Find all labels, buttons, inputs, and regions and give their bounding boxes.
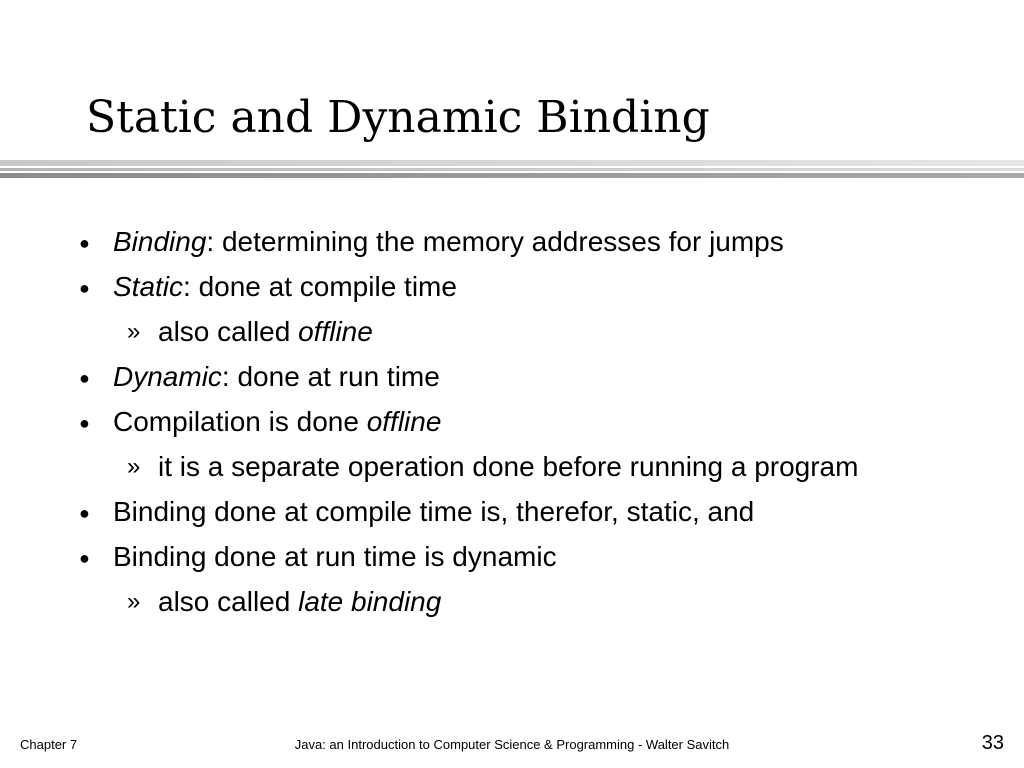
page-number: 33 — [981, 732, 1004, 754]
slide-title: Static and Dynamic Binding — [86, 92, 710, 143]
title-divider-top — [0, 160, 1024, 166]
sub-bullet-chevron-icon: » — [127, 588, 141, 615]
bullet-text-run: also called — [158, 586, 299, 617]
bullet-dot-icon: ● — [79, 413, 90, 433]
bullet-text — [158, 584, 908, 620]
footer-chapter: Chapter 7 — [20, 737, 78, 752]
sub-bullet-item — [0, 449, 1024, 485]
sub-bullet-chevron-icon: » — [127, 453, 141, 480]
emphasized-term: Dynamic — [113, 361, 222, 392]
bullet-dot-icon: ● — [79, 368, 90, 388]
bullet-item — [0, 539, 1024, 575]
emphasized-term: Binding — [113, 226, 207, 257]
bullet-text-run: : done at run time — [221, 361, 440, 392]
bullet-item — [0, 224, 1024, 260]
bullet-text — [158, 449, 908, 485]
emphasized-term: offline — [298, 316, 373, 347]
bullet-text-run: also called — [158, 316, 299, 347]
bullet-text-run: : done at compile time — [183, 271, 457, 302]
bullet-text-run: Binding done at run time is dynamic — [113, 541, 557, 572]
bullet-text-run: : determining the memory addresses for jumps — [206, 226, 784, 257]
title-divider-middle — [0, 168, 1024, 171]
title-divider-bottom — [0, 173, 1024, 178]
bullet-dot-icon: ● — [79, 278, 90, 298]
bullet-text — [113, 359, 973, 395]
bullet-list — [0, 224, 1024, 629]
bullet-text-run: Compilation is done — [113, 406, 367, 437]
sub-bullet-item — [0, 584, 1024, 620]
bullet-text-run: Binding done at compile time is, therefor, static, and — [113, 496, 755, 527]
bullet-text — [158, 314, 908, 350]
bullet-item — [0, 404, 1024, 440]
bullet-text — [113, 404, 973, 440]
slide-footer — [0, 734, 1024, 760]
bullet-text — [113, 269, 973, 305]
bullet-dot-icon: ● — [79, 548, 90, 568]
bullet-item — [0, 494, 1024, 530]
bullet-dot-icon: ● — [79, 233, 90, 253]
bullet-dot-icon: ● — [79, 503, 90, 523]
bullet-text — [113, 224, 973, 260]
footer-credit: Java: an Introduction to Computer Science & Programming - Walter Savitch — [294, 737, 730, 752]
sub-bullet-item — [0, 314, 1024, 350]
bullet-item — [0, 269, 1024, 305]
bullet-text — [113, 539, 973, 575]
emphasized-term: offline — [366, 406, 442, 437]
bullet-item — [0, 359, 1024, 395]
emphasized-term: late binding — [298, 586, 442, 617]
bullet-text — [113, 494, 973, 530]
sub-bullet-chevron-icon: » — [127, 318, 141, 345]
emphasized-term: Static — [113, 271, 184, 302]
bullet-text-run: it is a separate operation done before running a program — [158, 451, 859, 482]
